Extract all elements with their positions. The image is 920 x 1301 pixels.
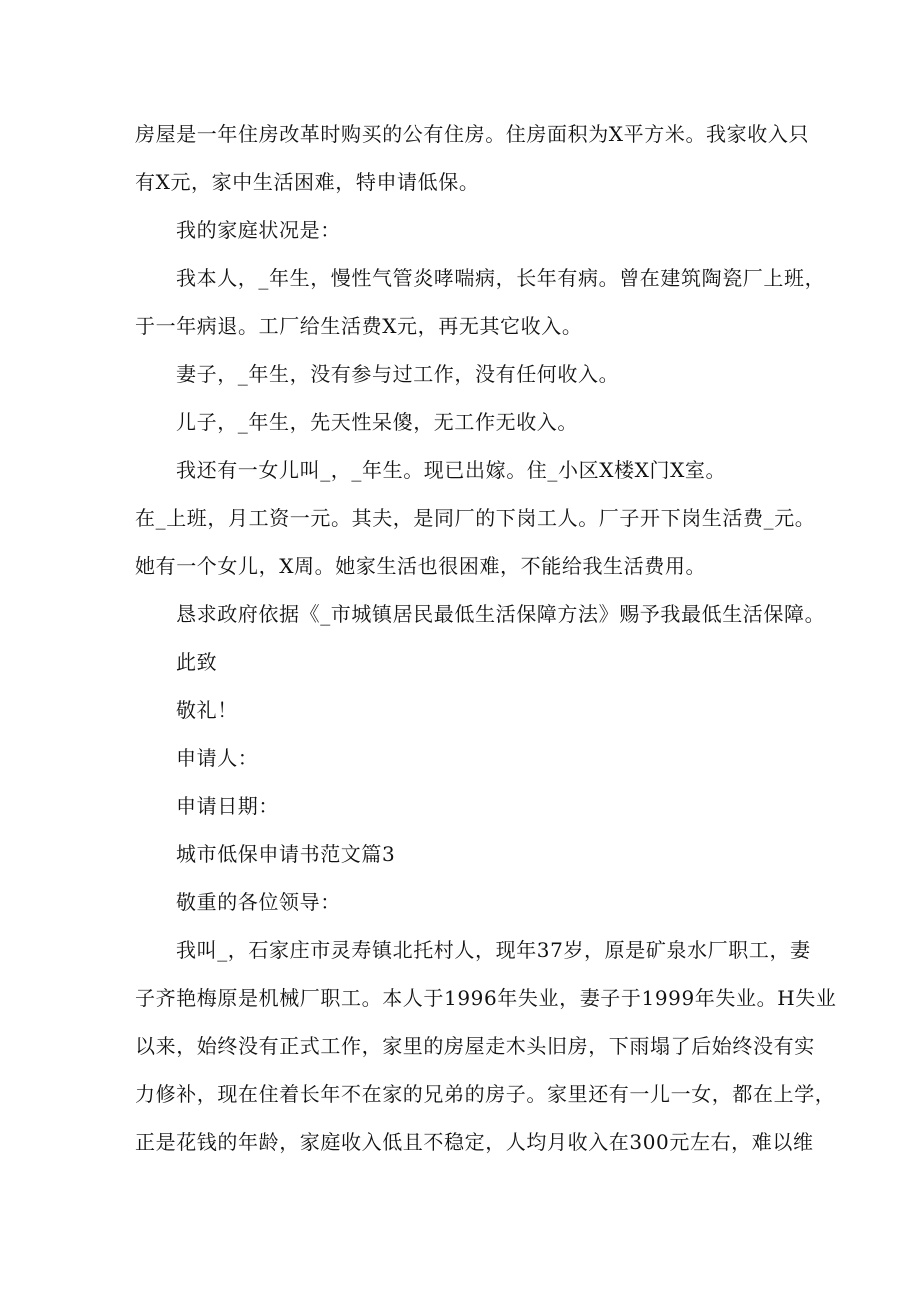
section-heading: 城市低保申请书范文篇3 [176,842,396,866]
paragraph-line: 力修补，现在住着长年不在家的兄弟的房子。家里还有一儿一女，都在上学， [135,1082,836,1106]
paragraph-line: 我本人，_年生，慢性气管炎哮喘病，长年有病。曾在建筑陶瓷厂上班， [176,266,826,290]
paragraph-line: 正是花钱的年龄，家庭收入低且不稳定，人均月收入在300元左右，难以维 [135,1130,814,1154]
greeting-line: 敬重的各位领导： [176,890,341,914]
paragraph-line: 房屋是一年住房改革时购买的公有住房。住房面积为X平方米。我家收入只 [135,122,810,146]
paragraph-line: 我叫_，石家庄市灵寿镇北托村人，现年37岁，原是矿泉水厂职工，妻 [176,938,811,962]
date-line: 申请日期： [176,794,279,818]
closing-line: 此致 [176,650,218,674]
paragraph-line: 在_上班，月工资一元。其夫，是同厂的下岗工人。厂子开下岗生活费_元。 [135,506,816,530]
paragraph-line: 妻子，_年生，没有参与过工作，没有任何收入。 [176,362,620,386]
paragraph-line: 子齐艳梅原是机械厂职工。本人于1996年失业，妻子于1999年失业。H失业 [135,986,837,1010]
paragraph-line: 有X元，家中生活困难，特申请低保。 [135,170,480,194]
paragraph-line: 以来，始终没有正式工作，家里的房屋走木头旧房，下雨塌了后始终没有实 [135,1034,815,1058]
paragraph-line: 我的家庭状况是： [176,218,341,242]
salutation-line: 敬礼！ [176,698,238,722]
applicant-line: 申请人： [176,746,259,770]
paragraph-line: 我还有一女儿叫_，_年生。现已出嫁。住_小区X楼X门X室。 [176,458,727,482]
paragraph-line: 她有一个女儿，X周。她家生活也很困难，不能给我生活费用。 [135,554,707,578]
paragraph-line: 儿子，_年生，先天性呆傻，无工作无收入。 [176,410,578,434]
paragraph-line: 恳求政府依据《_市城镇居民最低生活保障方法》赐予我最低生活保障。 [176,602,826,626]
paragraph-line: 于一年病退。工厂给生活费X元，再无其它收入。 [135,314,583,338]
